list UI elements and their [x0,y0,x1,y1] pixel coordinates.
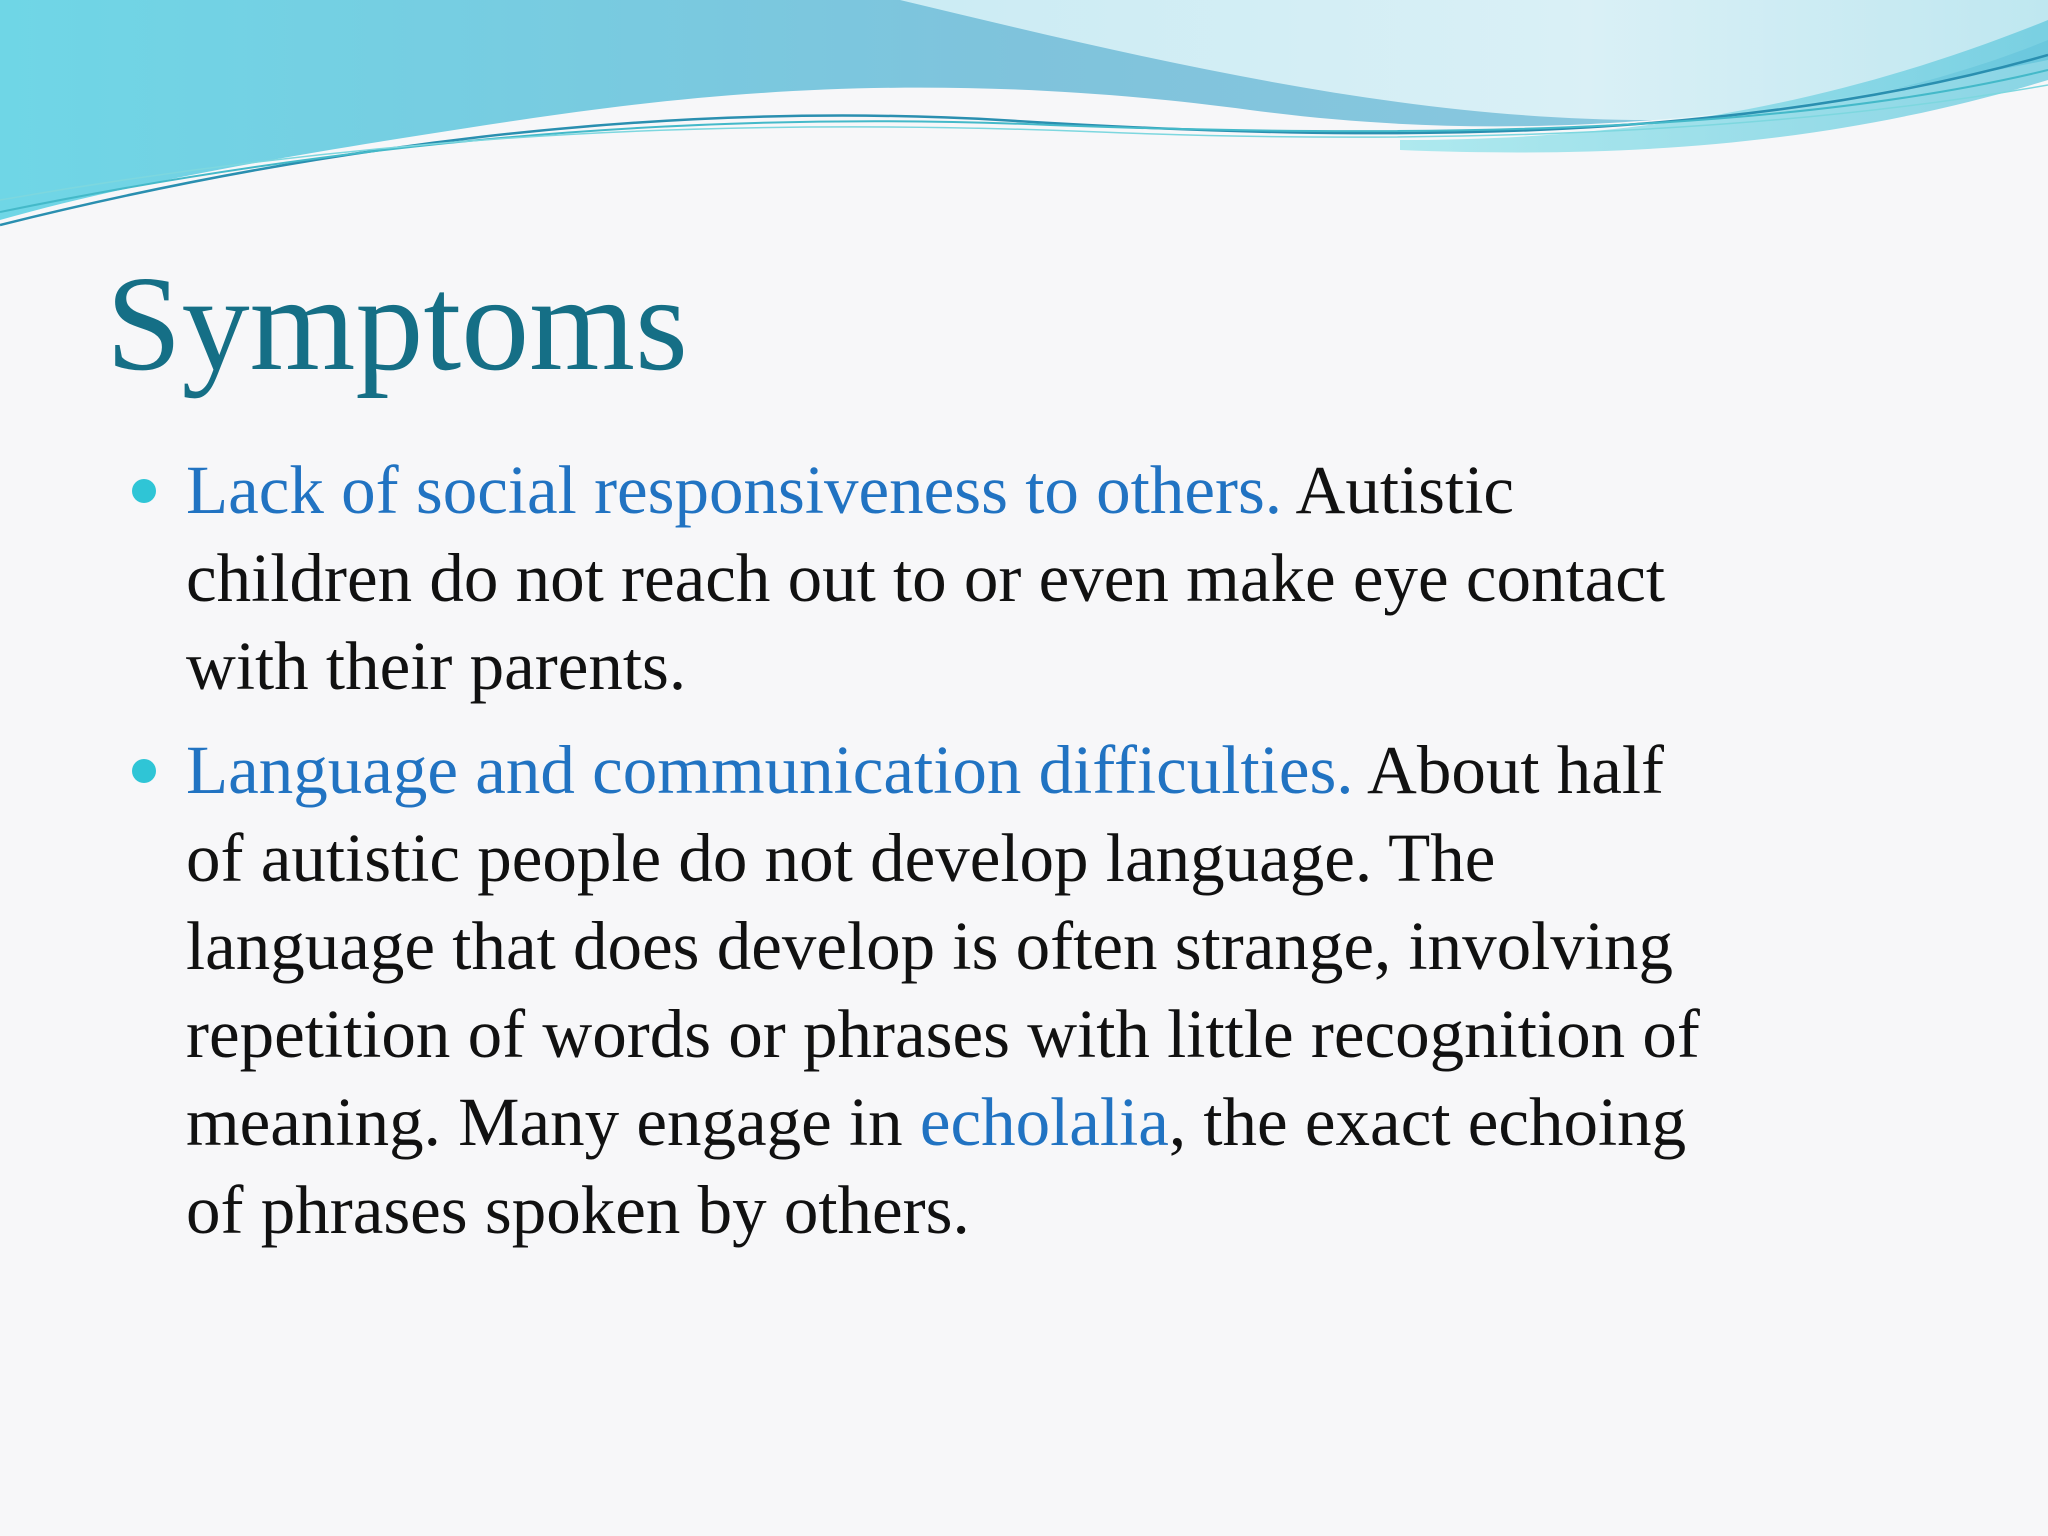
bullet-line [186,446,1988,534]
bullet-line: repetition of words or phrases with little recognition of [186,996,1700,1072]
bullet-item-language [0,726,2048,1254]
bullet-highlight: Lack of social responsiveness to others. [186,452,1283,528]
slide-title: Symptoms [106,249,688,399]
bullet-text [186,446,1988,710]
bullet-line: language that does develop is often strange, involving [186,908,1673,984]
bullet-text [186,726,1988,1254]
bullet-line [186,726,1988,814]
bullet-line-text: meaning. Many engage in [186,1084,920,1160]
decorative-wave-header [0,0,2048,240]
bullet-item-social [0,446,2048,710]
echolalia-term: echolalia [919,1084,1169,1160]
bullet-line: of autistic people do not develop language. The [186,820,1496,896]
bullet-dot-icon [132,479,156,503]
bullet-line: of phrases spoken by others. [186,1172,970,1248]
bullet-list [0,446,2048,1270]
bullet-line-text: , the exact echoing [1168,1084,1687,1160]
bullet-line [186,1078,1988,1166]
bullet-line: children do not reach out to or even make eye contact [186,540,1666,616]
bullet-line-text: About half [1353,732,1665,808]
bullet-highlight: Language and communication difficulties. [186,732,1354,808]
bullet-line: with their parents. [186,628,687,704]
bullet-dot-icon [132,759,156,783]
bullet-line-text: Autistic [1282,452,1514,528]
